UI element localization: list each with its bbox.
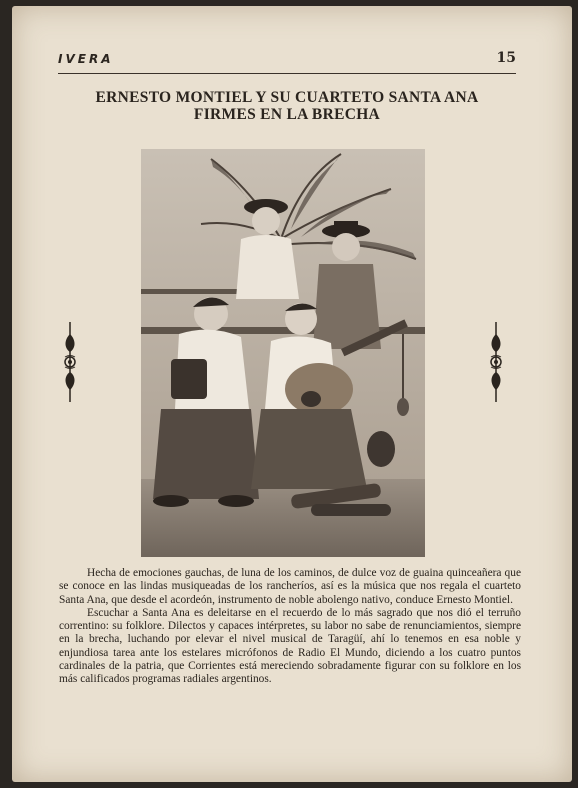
paragraph-2: Escuchar a Santa Ana es deleitarse en el recuerdo de lo más sagrado que nos dió el terruño correntino: su folklore. Dilectos y capaces intérpretes, su labor no sabe de renunciamientos, siempre en la brecha, luchando por elevar el nivel musical de Taragüí, ahí lo tenemos en esa noble y enjundiosa tarea ante los estelares micrófonos de Radio El Mundo, diciendo a los cuatro puntos cardinales de la patria, que Corrientes está mereciendo sobradamente figurar con su folklore en los más calificados programas radiales argentinos. — [59, 606, 521, 686]
title-line-2: FIRMES EN LA BRECHA — [193, 106, 381, 123]
paragraph-1: Hecha de emociones gauchas, de luna de los caminos, de dulce voz de guaina quinceañera que se conoce en las lindas musiqueadas de los rancheríos, así es la música que nos regala el cuarteto Santa Ana, que desde el acordeón, instrumento de noble abolengo nativo, conduce Ernesto Montiel. — [59, 567, 521, 606]
page-header — [58, 50, 516, 72]
article-body — [59, 567, 521, 687]
header-divider — [58, 73, 516, 74]
left-ornament-icon — [62, 322, 78, 402]
quartet-photo-illustration — [141, 149, 425, 557]
quartet-photo — [141, 149, 425, 557]
page-number: 15 — [496, 50, 516, 66]
article-title — [52, 89, 522, 123]
magazine-page — [12, 6, 572, 782]
magazine-name: IVERA — [58, 52, 114, 66]
right-ornament-icon — [488, 322, 504, 402]
title-line-1: ERNESTO MONTIEL Y SU CUARTETO SANTA ANA — [95, 89, 479, 106]
